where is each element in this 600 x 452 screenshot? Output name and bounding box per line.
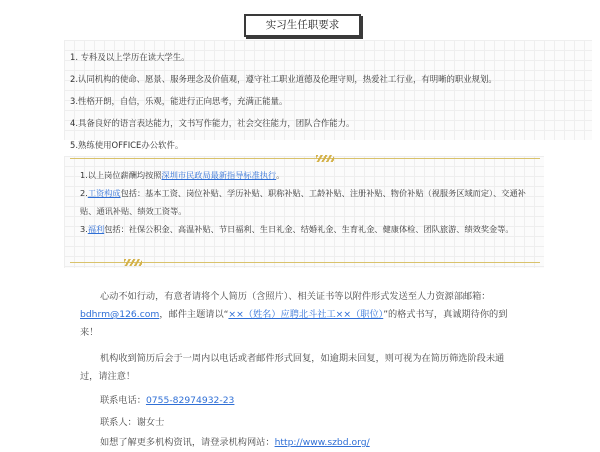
website-line: 如想了解更多机构资讯，请登录机构网站：http://www.szbd.org/ [100,437,370,448]
stripe-ornament-icon [316,155,334,162]
subject-format: ××（姓名）应聘北斗社工××（职位） [228,309,384,320]
benefit-item-salary-structure: 2.工资构成包括：基本工资、岗位补贴、学历补贴、职称补贴、工龄补贴、注册补贴、物价补贴（视服务区域而定）、交通补贴、通讯补贴、绩效工资等。 [80,188,526,216]
divider-top [70,158,540,159]
website-link[interactable]: http://www.szbd.org/ [274,437,370,448]
requirements-list [70,46,590,156]
section-title: 实习生任职要求 [244,14,361,37]
requirement-item: 1. 专科及以上学历在读大学生。 [70,52,190,62]
salary-structure-link[interactable]: 工资构成 [87,188,121,198]
reply-notice: 机构收到简历后会于一周内以电话或者邮件形式回复，如逾期未回复，则可视为在简历筛选阶段未通过，请注意！ [80,353,505,382]
requirement-item: 3.性格开朗，自信，乐观，能进行正向思考，充满正能量。 [70,96,288,106]
requirement-item: 2.认同机构的使命、愿景、服务理念及价值观，遵守社工职业道德及伦理守则，热爱社工行业，有明晰的职业规划。 [70,74,497,84]
welfare-link[interactable]: 福利 [87,224,105,234]
salary-standard-link[interactable]: 深圳市民政局最新指导标准执行 [161,170,277,180]
phone-link[interactable]: 0755-82974932-23 [145,395,235,406]
contact-person-line: 联系人：谢女士 [100,417,165,428]
requirement-item: 5.熟练使用OFFICE办公软件。 [70,140,184,150]
contact-section [80,288,520,452]
phone-line: 联系电话：0755-82974932-23 [100,395,235,406]
stripe-ornament-icon [124,259,142,266]
requirement-item: 4.具备良好的语言表达能力，文书写作能力，社会交往能力，团队合作能力。 [70,118,355,128]
benefit-item-welfare: 3.福利包括：社保公积金、高温补贴、节日福利、生日礼金、结婚礼金、生育礼金、健康体检、团队旅游、绩效奖金等。 [80,224,514,234]
application-instructions: 心动不如行动，有意者请将个人简历（含照片）、相关证书等以附件形式发送至人力资源部邮箱：bdhrm@126.com，邮件主题请以“××（姓名）应聘北斗社工××（职位）”的格式书写，真诚期待你的到来！ [80,291,508,338]
email-link[interactable]: bdhrm@126.com [80,309,160,320]
contact-person: 谢女士 [136,417,165,428]
benefits-list [80,166,540,238]
benefit-item-salary-standard: 1.以上岗位薪酬均按照深圳市民政局最新指导标准执行。 [80,170,285,180]
